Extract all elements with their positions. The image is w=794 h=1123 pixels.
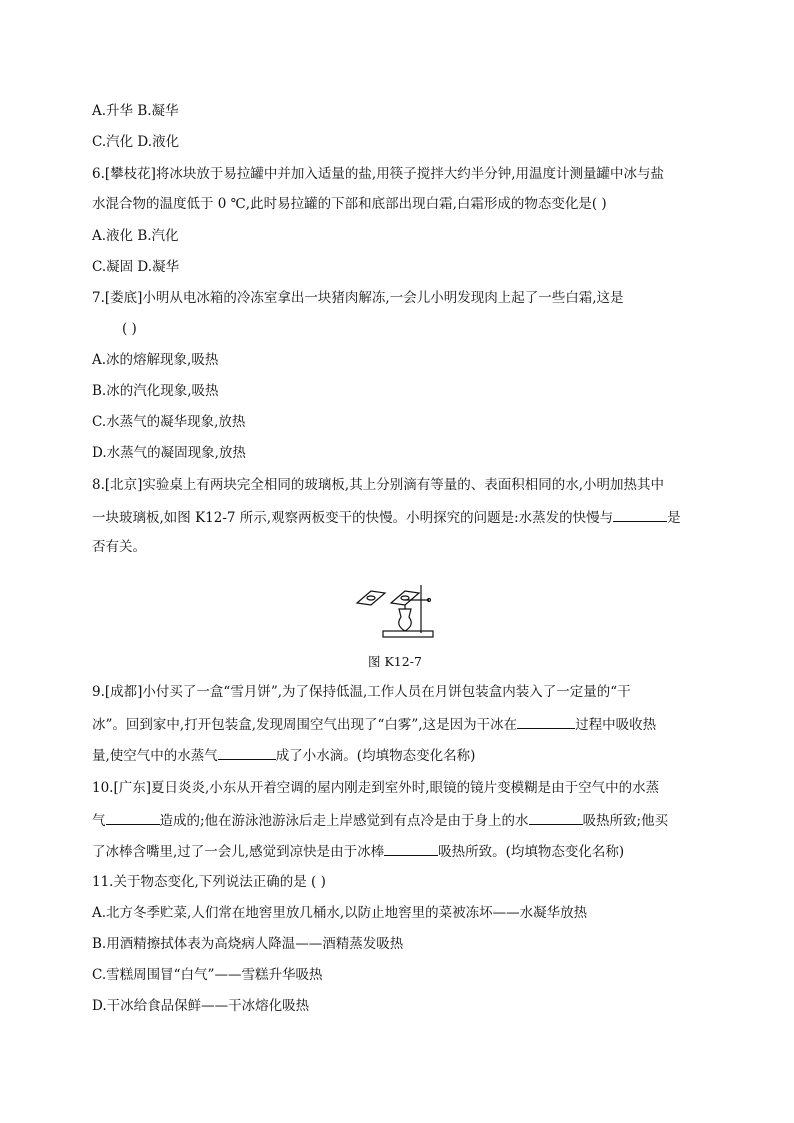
q5-options-row1: A.升华 B.凝华 — [92, 103, 179, 119]
q11-option-c: C.雪糕周围冒“白气”——雪糕升华吸热 — [92, 967, 323, 983]
q6-line1: 6.[攀枝花]将冰块放于易拉罐中并加入适量的盐,用筷子搅拌大约半分钟,用温度计测量罐中冰与盐 — [92, 166, 664, 182]
q9-line3-text: 量,使空气中的水蒸气 — [92, 748, 218, 764]
q10-line2-end: 吸热所致;他买 — [582, 813, 669, 829]
glass-plate-left — [357, 591, 385, 605]
q10-answer-blank-3[interactable] — [384, 841, 438, 856]
q10-line2 — [92, 810, 668, 830]
evaporation-experiment-figure — [355, 583, 435, 643]
q7-line2: ( ) — [122, 321, 137, 337]
q7-line1: 7.[娄底]小明从电冰箱的冷冻室拿出一块猪肉解冻,一会儿小明发现肉上起了一些白霜,这是 — [92, 290, 624, 306]
q7-option-a: A.冰的熔解现象,吸热 — [92, 352, 219, 368]
q8-line2 — [92, 507, 681, 527]
q7-option-b: B.冰的汽化现象,吸热 — [92, 383, 219, 399]
alcohol-lamp — [399, 609, 412, 631]
q6-options-row2: C.凝固 D.凝华 — [92, 259, 180, 275]
stand-base — [383, 631, 433, 637]
q8-line3: 否有关。 — [92, 539, 146, 555]
q9-line3 — [92, 745, 475, 765]
q10-line3 — [92, 841, 624, 861]
q8-answer-blank[interactable] — [613, 507, 667, 522]
q10-line2-middle: 造成的;他在游泳池游泳后走上岸感觉到有点冷是由于身上的水 — [159, 813, 529, 829]
q10-line1: 10.[广东]夏日炎炎,小东从开着空调的屋内刚走到室外时,眼镜的镜片变模糊是由于空气中的水蒸 — [92, 780, 660, 796]
figure-caption: 图 K12-7 — [368, 654, 422, 669]
q6-line2: 水混合物的温度低于 0 ℃,此时易拉罐的下部和底部出现白霜,白霜形成的物态变化是( ) — [92, 196, 607, 212]
q11-option-b: B.用酒精擦拭体表为高烧病人降温——酒精蒸发吸热 — [92, 936, 404, 952]
q8-line2-end: 是 — [667, 510, 681, 526]
q6-options-row1: A.液化 B.汽化 — [92, 228, 179, 244]
q8-line1: 8.[北京]实验桌上有两块完全相同的玻璃板,其上分别滴有等量的、表面积相同的水,小明加热其中 — [92, 477, 664, 493]
glass-plate-right — [391, 591, 419, 605]
q9-answer-blank-2[interactable] — [218, 745, 276, 760]
q9-line2-text: 冰”。回到家中,打开包装盒,发现周围空气出现了“白雾”,这是因为干冰在 — [92, 717, 518, 733]
q8-line2-text: 一块玻璃板,如图 K12-7 所示,观察两板变干的快慢。小明探究的问题是:水蒸发的快慢与 — [92, 510, 614, 526]
q5-options-row2: C.汽化 D.液化 — [92, 134, 180, 150]
q10-line2-start: 气 — [92, 813, 106, 829]
q11-line1: 11.关于物态变化,下列说法正确的是 ( ) — [92, 874, 326, 890]
q10-answer-blank-1[interactable] — [106, 810, 160, 825]
q10-line3-text: 了冰棒含嘴里,过了一会儿,感觉到凉快是由于冰棒 — [92, 844, 385, 860]
q9-line3-end: 成了小水滴。(均填物态变化名称) — [275, 748, 476, 764]
water-drop-left — [367, 596, 375, 600]
q11-option-a: A.北方冬季贮菜,人们常在地窖里放几桶水,以防止地窖里的菜被冻坏——水凝华放热 — [92, 905, 588, 921]
q10-line3-end: 吸热所致。(均填物态变化名称) — [438, 844, 625, 860]
q7-option-c: C.水蒸气的凝华现象,放热 — [92, 414, 246, 430]
q9-line2-end: 过程中吸收热 — [575, 717, 657, 733]
q9-line2 — [92, 714, 656, 734]
q9-line1: 9.[成都]小付买了一盒“雪月饼”,为了保持低温,工作人员在月饼包装盒内装入了一定量的“干 — [92, 684, 631, 700]
q9-answer-blank-1[interactable] — [517, 714, 575, 729]
q10-answer-blank-2[interactable] — [529, 810, 583, 825]
q7-option-d: D.水蒸气的凝固现象,放热 — [92, 445, 246, 461]
q11-option-d: D.干冰给食品保鲜——干冰熔化吸热 — [92, 998, 310, 1014]
